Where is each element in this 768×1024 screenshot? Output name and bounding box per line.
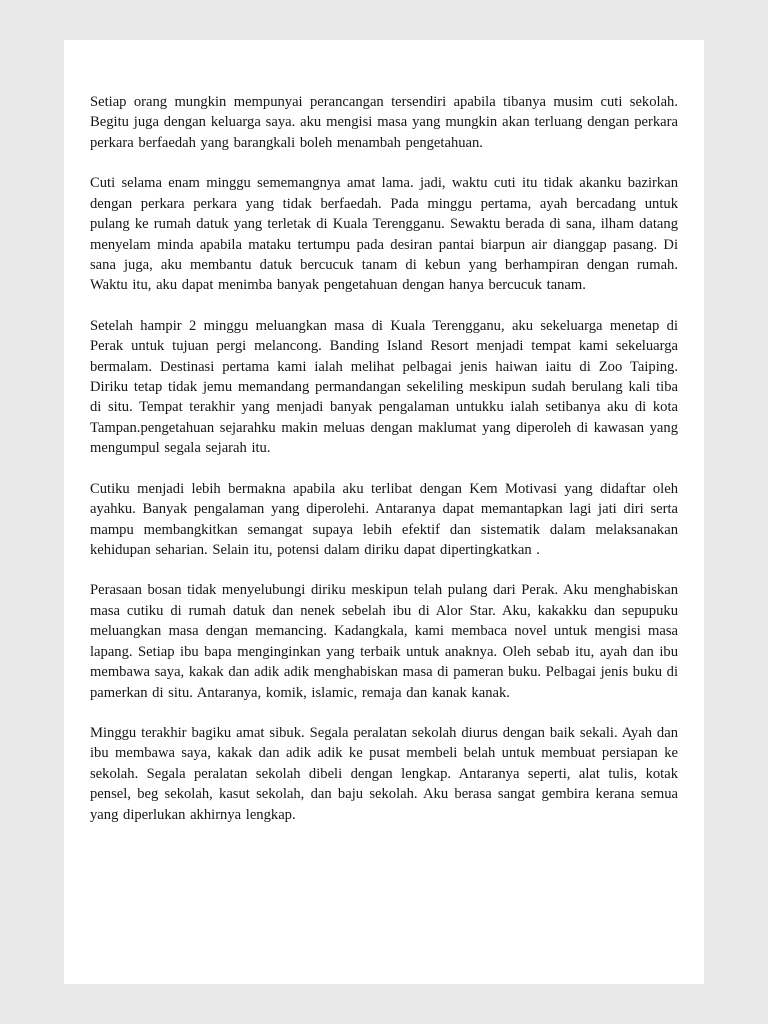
paragraph-3: Setelah hampir 2 minggu meluangkan masa di Kuala Terengganu, aku sekeluarga menetap di Perak untuk tujuan pergi melancong. Banding Island Resort menjadi tempat kami sekeluarga bermalam. Destinasi pertama kami ialah melihat pelbagai jenis haiwan iaitu di Zoo Taiping. Diriku tetap tidak jemu memandang permandangan sekeliling meskipun sudah berulang kali tiba di situ. Tempat terakhir yang menjadi banyak pengalaman untukku ialah setibanya aku di kota Tampan.pengetahuan sejarahku makin meluas dengan maklumat yang diperoleh di kawasan yang mengumpul segala sejarah itu.	[90, 317, 678, 457]
paragraph-5: Perasaan bosan tidak menyelubungi diriku meskipun telah pulang dari Perak. Aku menghabiskan masa cutiku di rumah datuk dan nenek sebelah ibu di Alor Star. Aku, kakakku dan sepupuku meluangkan masa dengan memancing. Kadangkala, kami membaca novel untuk mengisi masa lapang. Setiap ibu bapa menginginkan yang terbaik untuk anaknya. Oleh sebab itu, ayah dan ibu membawa saya, kakak dan adik adik menghabiskan masa di pameran buku. Pelbagai jenis buku di pamerkan di situ. Antaranya, komik, islamic, remaja dan kanak kanak.	[90, 582, 678, 701]
paragraph-4: Cutiku menjadi lebih bermakna apabila aku terlibat dengan Kem Motivasi yang didaftar oleh ayahku. Banyak pengalaman yang diperolehi. Antaranya dapat memantapkan lagi jati diri serta mampu membangkitkan semangat supaya lebih efektif dan sistematik dalam melaksanakan kehidupan seharian. Selain itu, potensi dalam diriku dapat dipertingkatkan .	[90, 480, 678, 559]
paragraph-6: Minggu terakhir bagiku amat sibuk. Segala peralatan sekolah diurus dengan baik sekali. Ayah dan ibu membawa saya, kakak dan adik adik ke pusat membeli belah untuk membuat persiapan ke sekolah. Segala peralatan sekolah dibeli dengan lengkap. Antaranya seperti, alat tulis, kotak pensel, beg sekolah, kasut sekolah, dan baju sekolah. Aku berasa sangat gembira kerana semua yang diperlukan akhirnya lengkap.	[90, 724, 678, 823]
paragraph-2: Cuti selama enam minggu sememangnya amat lama. jadi, waktu cuti itu tidak akanku bazirkan dengan perkara perkara yang tidak berfaedah. Pada minggu pertama, ayah bercadang untuk pulang ke rumah datuk yang terletak di Kuala Terengganu. Sewaktu berada di sana, ilham datang menyelam minda apabila mataku tertumpu pada desiran pantai biarpun air dianggap pasang. Di sana juga, aku membantu datuk bercucuk tanam di kebun yang berhampiran dengan rumah. Waktu itu, aku dapat menimba banyak pengetahuan dengan hanya bercucuk tanam.	[90, 175, 678, 294]
paragraph-1: Setiap orang mungkin mempunyai perancangan tersendiri apabila tibanya musim cuti sekolah. Begitu juga dengan keluarga saya. aku mengisi masa yang mungkin akan terluang dengan perkara perkara berfaedah yang barangkali boleh menambah pengetahuan.	[90, 94, 678, 151]
document-page	[64, 40, 704, 984]
